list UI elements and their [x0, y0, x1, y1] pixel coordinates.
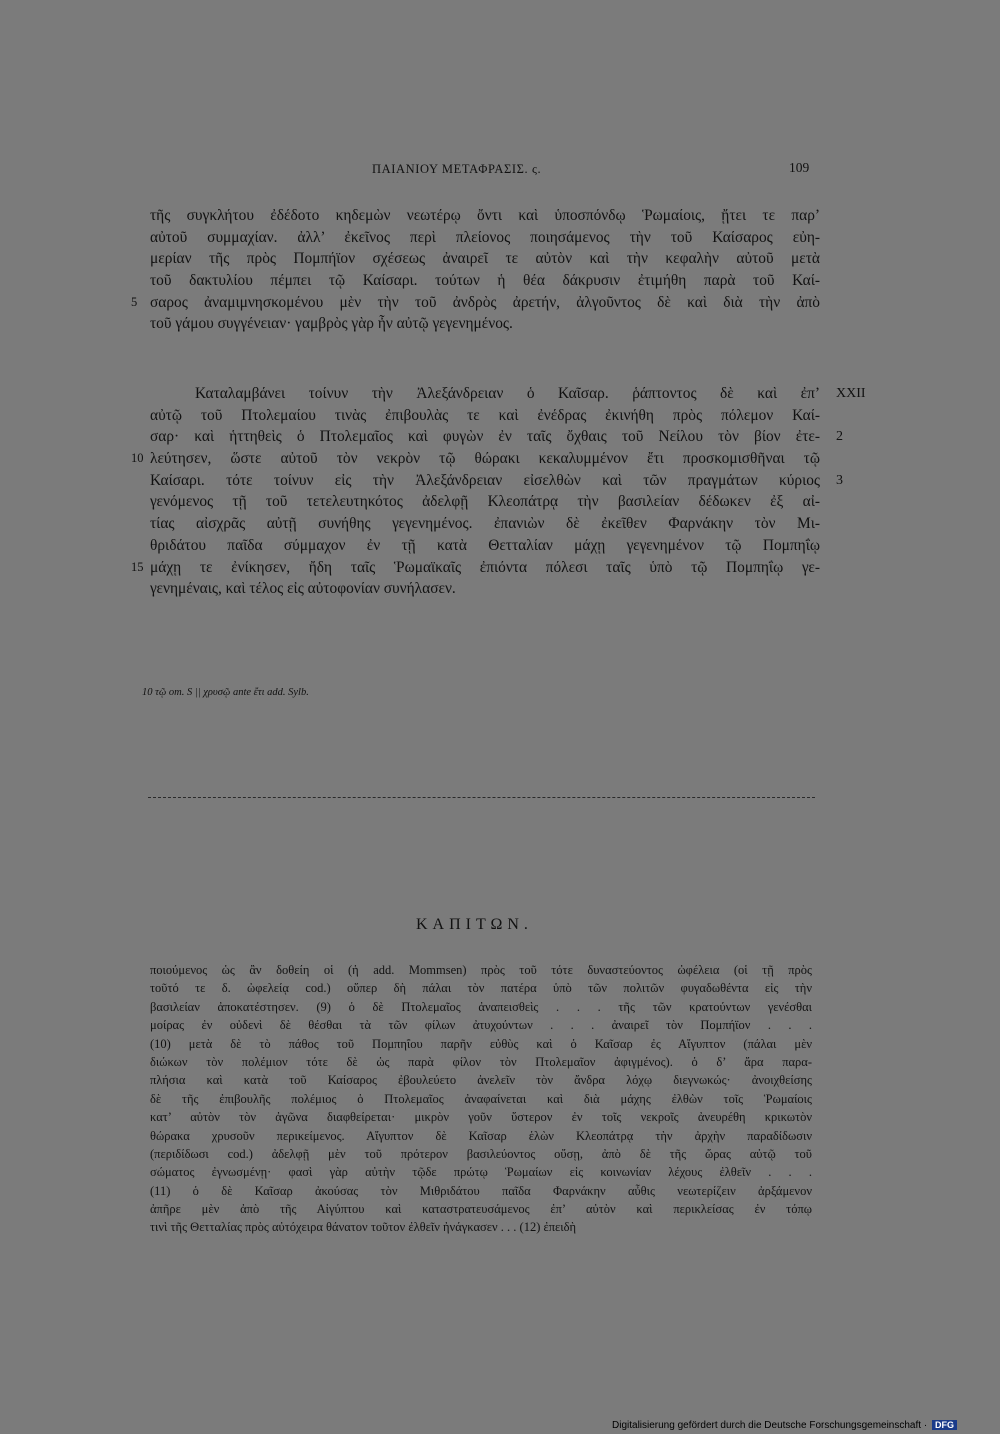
line-text: θριδάτου παῖδα σύμμαχον ἐν τῇ κατὰ Θετταλίαν μάχῃ γεγενημένον τῷ Πομπηΐῳ [150, 536, 820, 554]
dfg-logo: DFG [932, 1420, 957, 1430]
text-line [150, 313, 820, 335]
line-text: τῆς συγκλήτου ἐδέδοτο κηδεμὼν νεωτέρῳ ὄντι καὶ ὑποσπόνδῳ Ῥωμαίοις, ᾔτει τε παρ’ [150, 207, 820, 224]
main-text-block-1 [131, 205, 820, 335]
text-line [131, 448, 820, 470]
line-text: τίας αἰσχρᾶς αὐτῇ συνήθης γεγενημένος. ἐπανιὼν δὲ ἐκεῖθεν Φαρνάκην τὸν Μι- [150, 515, 820, 533]
commentary-line: θώρακα χρυσοῦν περικείμενος. Αἴγυπτον δὲ Καῖσαρ ἑλὼν Κλεοπάτρᾳ τὴν ἀρχὴν παραδίδωσιν [150, 1128, 812, 1143]
line-text: τοῦ δακτυλίου πέμπει τῷ Καίσαρι. τούτων ἡ θέα δάκρυσιν ἐτιμήθη παρὰ τοῦ Καί- [150, 272, 820, 290]
text-line [150, 205, 820, 227]
running-head: ΠΑΙΑΝΙΟΥ ΜΕΤΑΦΡΑΣΙΣ. ς. [372, 162, 542, 176]
text-line [150, 513, 820, 535]
line-text: Καίσαρι. τότε τοίνυν εἰς τὴν Ἀλεξάνδρειαν εἰσελθὼν καὶ τῶν πραγμάτων κύριος [150, 471, 820, 489]
line-text: Καταλαμβάνει τοίνυν τὴν Ἀλεξάνδρειαν ὁ Καῖσαρ. ῥάπτοντος δὲ καὶ ἐπ’ [195, 385, 820, 402]
line-text: σαρ· καὶ ἡττηθεὶς ὁ Πτολεμαῖος καὶ φυγὼν ἐν ταῖς ὄχθαις τοῦ Νείλου τὸν βίον ἐτε- [150, 428, 820, 446]
commentary-line: ἀπῆρε μὲν ἀπὸ τῆς Αἰγύπτου καὶ καταστρατευσάμενος ἐπ’ αὐτὸν καὶ περικλείσας ἐν τόπῳ [150, 1202, 812, 1217]
margin-section-number: XXII [836, 386, 866, 401]
text-line [150, 383, 866, 405]
commentary-line: (10) μετὰ δὲ τὸ πάθος τοῦ Πομπηΐου παρῆν εὐθὺς καὶ ὁ Καῖσαρ ἐς Αἴγυπτον (πάλαι μὲν [150, 1036, 812, 1051]
commentary-text-block [150, 961, 812, 1237]
text-line [150, 426, 843, 448]
text-line [150, 270, 820, 292]
commentary-line: (11) ὁ δὲ Καῖσαρ ἀκούσας τὸν Μιθριδάτου παῖδα Φαρνάκην αὖθις νεωτερίζειν ἀρξάμενον [150, 1183, 812, 1198]
line-text: λεύτησεν, ὥστε αὐτοῦ τὸν νεκρὸν τῷ θώρακι κεκαλυμμένον ἔτι προσκομισθῆναι τῷ [150, 450, 820, 468]
commentary-line: τοῦτό τε δ. ὠφελείᾳ cod.) οὕπερ δὴ πάλαι τὸν πατέρα ὑπὸ τῶν πολιτῶν φυγαδωθέντα εἰς τὴν [150, 981, 812, 996]
line-text: αὐτοῦ συμμαχίαν. ἀλλ’ ἐκεῖνος περὶ πλείονος ποιησάμενος τὴν τοῦ Καίσαρος εὐη- [150, 228, 820, 246]
line-number: 5 [131, 294, 138, 309]
commentary-line: πλήσια καὶ κατὰ τοῦ Καίσαρος ἐβουλεύετο ἀνελεῖν τὸν ἄνδρα λόχῳ διεγνωκώς· ἀνοιχθείσης [150, 1073, 812, 1088]
section-divider [148, 797, 815, 798]
line-text: μερίαν τῆς πρὸς Πομπήϊον σχέσεως ἀναιρεῖ τε αὐτὸν καὶ τὴν κεφαλὴν αὐτοῦ μετὰ [150, 250, 820, 268]
commentary-line: βασιλείαν ἀποκατέστησεν. (9) ὁ δὲ Πτολεμαῖος ἀναπεισθεὶς . . . τῆς τῶν κρατούντων γενέσθαι [150, 999, 812, 1014]
commentary-line: ποιούμενος ὡς ἂν δοθείη οἱ (ἡ add. Mommsen) πρὸς τοῦ τότε δυναστεύοντος ὠφέλεια (οἱ τῇ πρὸς [150, 963, 812, 977]
commentary-line: κατ’ αὐτὸν τὸν ἀγῶνα διαφθείρεται· μικρὸν γοῦν ὕστερον ἐν τοῖς νεκροῖς ἀνευρέθη κρικωτὸν [150, 1110, 812, 1125]
text-line [150, 227, 820, 249]
line-number: 15 [131, 559, 144, 574]
commentary-line: (περιδίδωσι cod.) ἀδελφῇ μὲν τοῦ πρότερον βασιλεύοντος οὔσῃ, ἀπὸ δὲ τῆς ὥρας αὐτῷ τοῦ [150, 1146, 812, 1161]
line-number: 10 [131, 451, 144, 466]
commentary-line: δὲ τῆς ἐπιβουλῆς πολέμιος ὁ Πτολεμαῖος ἀναφαίνεται καὶ διὰ μάχης ἐλθὼν τοῖς Ῥωμαίοις [150, 1091, 812, 1106]
section-title: ΚΑΠΙΤΩΝ. [416, 916, 533, 933]
commentary-line: μοίρας ἐν οὐδενὶ δὲ θέσθαι τὰ τῶν φίλων ἀτυχούντων . . . ἀναιρεῖ τὸν Πομπήϊον . . . [150, 1018, 812, 1033]
text-line [150, 248, 820, 270]
commentary-line: σώματος ἐγνωσμένῃ· φασὶ γὰρ αὐτὴν τῷδε πρώτῳ Ῥωμαίων εἰς κοινωνίαν λέχους ἐλθεῖν . . . [150, 1165, 812, 1180]
margin-section-number: 3 [836, 472, 843, 488]
credit-text: Digitalisierung gefördert durch die Deutsche Forschungsgemeinschaft · [612, 1420, 928, 1431]
text-line [150, 470, 843, 492]
text-line [150, 535, 820, 557]
page-number: 109 [789, 160, 810, 175]
line-text: τοῦ γάμου συγγένειαν· γαμβρὸς γὰρ ἦν αὐτῷ γεγενημένος. [150, 315, 513, 333]
text-line [150, 405, 820, 427]
margin-section-number: 2 [836, 429, 843, 445]
line-text: μάχῃ τε ἐνίκησεν, ἤδη ταῖς Ῥωμαϊκαῖς ἐπιόντα πόλεσι ταῖς ὑπὸ τῷ Πομπηΐῳ γε- [150, 558, 820, 576]
line-text: αὐτῷ τοῦ Πτολεμαίου τινὰς ἐπιβουλὰς τε καὶ ἐνέδρας ἐκινήθη πρὸς πόλεμον Καί- [150, 406, 820, 424]
text-line [131, 557, 820, 579]
apparatus-footnote: 10 τῷ om. S || χρυσῷ ante ἔτι add. Sylb. [142, 687, 309, 698]
commentary-line: τινὶ τῆς Θετταλίας πρὸς αὐτόχειρα θάνατον τοῦτον ἐλθεῖν ἠνάγκασεν . . . (12) ἐπειδὴ [150, 1220, 577, 1235]
text-line [150, 491, 820, 513]
main-text-block-2 [131, 383, 866, 600]
text-line [150, 578, 820, 600]
line-text: γενόμενος τῇ τοῦ τετελευτηκότος ἀδελφῇ Κλεοπάτρᾳ τὴν βασιλείαν δέδωκεν ἐξ αἰ- [150, 493, 820, 511]
digitization-credit [612, 1420, 957, 1431]
text-line [131, 292, 820, 314]
line-text: σαρος ἀναμιμνησκομένου μὲν τὴν τοῦ ἀνδρὸς ἀρετήν, ἀλγοῦντος δὲ καὶ διὰ τὴν ἀπὸ [150, 293, 820, 311]
line-text: γενημέναις, καὶ τέλος εἰς αὐτοφονίαν συνήλασεν. [150, 580, 456, 598]
commentary-line: διώκων τὸν πολέμιον τότε δὲ ὡς παρὰ φίλον τὸν Πτολεμαῖον ἀφιγμένος). ὁ δ’ ἄρα παρα- [150, 1054, 812, 1069]
